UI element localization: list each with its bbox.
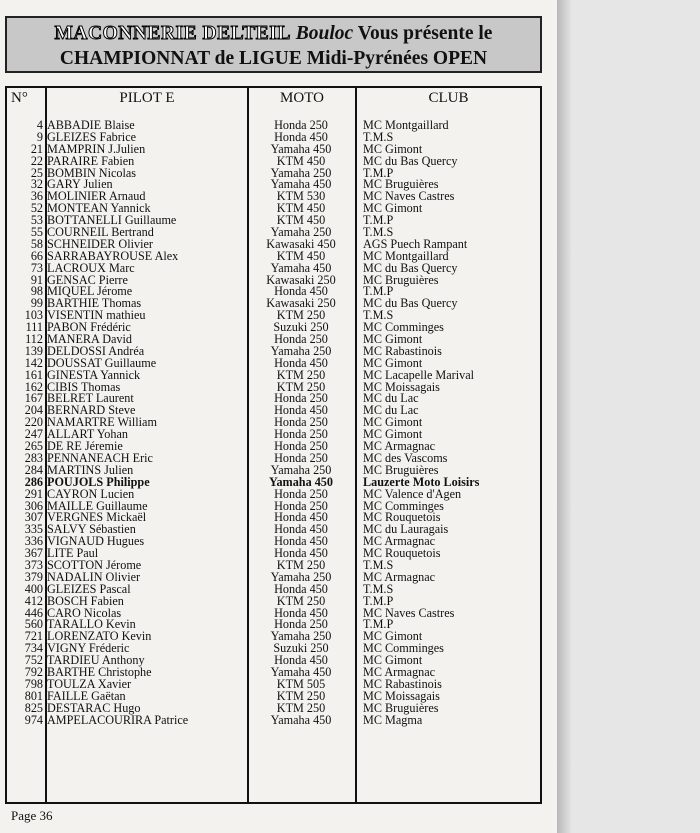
rider-club: T.M.P <box>363 284 394 299</box>
rider-bike: Honda 250 <box>274 486 328 501</box>
rider-name: CAYRON Lucien <box>47 486 135 501</box>
rider-name: PARAIRE Fabien <box>47 153 135 168</box>
rider-club: MC des Vascoms <box>363 450 448 465</box>
rider-number: 58 <box>30 236 43 251</box>
rider-club: MC Bruguières <box>363 700 439 715</box>
rider-club: MC Gimont <box>363 141 423 156</box>
rider-bike: Honda 450 <box>274 534 328 549</box>
rider-name: BARTHE Christophe <box>47 664 152 679</box>
table-row <box>7 571 540 583</box>
rider-bike: KTM 450 <box>276 213 326 228</box>
column-header-pilot: PILOT E <box>119 90 175 106</box>
rider-club: MC Gimont <box>363 355 423 370</box>
rider-bike: Yamaha 450 <box>270 260 332 275</box>
rider-bike: KTM 250 <box>276 700 326 715</box>
rider-club: T.M.S <box>363 308 394 323</box>
rider-club: MC Gimont <box>363 629 423 644</box>
rider-club: MC Gimont <box>363 427 423 442</box>
rider-name: TARALLO Kevin <box>47 617 136 632</box>
rider-club: MC Gimont <box>363 653 423 668</box>
rider-number: 373 <box>24 557 43 572</box>
rider-club: MC Armagnac <box>363 569 436 584</box>
rider-name: DELDOSSI Andréa <box>47 343 145 358</box>
rider-club: T.M.P <box>363 165 394 180</box>
rider-name: TOULZA Xavier <box>47 676 132 691</box>
rider-number: 367 <box>24 546 43 561</box>
table-row <box>7 702 540 714</box>
rider-name: MAILLE Guillaume <box>47 498 148 513</box>
rider-club: T.M.P <box>363 213 394 228</box>
rider-bike: Honda 450 <box>274 605 328 620</box>
rider-name: POUJOLS Philippe <box>47 474 150 489</box>
rider-bike: Yamaha 450 <box>269 474 333 489</box>
rider-number: 161 <box>24 367 43 382</box>
rider-number: 9 <box>36 129 43 144</box>
table-row <box>7 690 540 702</box>
rider-name: GARY Julien <box>47 177 113 192</box>
rider-bike: Honda 450 <box>274 522 328 537</box>
rider-bike: Yamaha 450 <box>270 712 332 727</box>
rider-number: 283 <box>24 450 43 465</box>
rider-name: BOTTANELLI Guillaume <box>47 213 177 228</box>
table-row <box>7 357 540 369</box>
rider-bike: Yamaha 250 <box>270 165 332 180</box>
rider-number: 734 <box>24 641 43 656</box>
rider-number: 52 <box>30 201 43 216</box>
table-row <box>7 155 540 167</box>
table-row <box>7 714 540 726</box>
rider-number: 53 <box>30 213 43 228</box>
rider-name: BOMBIN Nicolas <box>47 165 137 180</box>
rider-number: 412 <box>24 593 43 608</box>
table-row <box>7 583 540 595</box>
rider-bike: KTM 250 <box>276 557 326 572</box>
rider-number: 103 <box>24 308 43 323</box>
table-row <box>7 476 540 488</box>
rider-bike: Honda 450 <box>274 129 328 144</box>
rider-name: BERNARD Steve <box>47 403 136 418</box>
rider-bike: Honda 450 <box>274 403 328 418</box>
rider-name: LACROUX Marc <box>47 260 135 275</box>
rider-bike: KTM 450 <box>276 201 326 216</box>
rider-number: 291 <box>24 486 43 501</box>
rider-name: AMPELACOURIRA Patrice <box>47 712 189 727</box>
rider-number: 446 <box>24 605 43 620</box>
rider-name: COURNEIL Bertrand <box>47 225 154 240</box>
rider-bike: Honda 250 <box>274 498 328 513</box>
rider-club: MC Bruguières <box>363 462 439 477</box>
rider-club: MC Gimont <box>363 332 423 347</box>
rider-number: 792 <box>24 664 43 679</box>
rider-number: 22 <box>30 153 43 168</box>
rider-name: VIGNAUD Hugues <box>47 534 145 549</box>
rider-bike: KTM 450 <box>276 153 326 168</box>
rider-bike: Honda 250 <box>274 415 328 430</box>
rider-club: T.M.P <box>363 617 394 632</box>
rider-number: 379 <box>24 569 43 584</box>
rider-number: 139 <box>24 343 43 358</box>
rider-number: 142 <box>24 355 43 370</box>
rider-bike: Honda 250 <box>274 391 328 406</box>
rider-name: FAILLE Gaëtan <box>47 688 126 703</box>
rider-club: MC Valence d'Agen <box>363 486 462 501</box>
rider-name: LITE Paul <box>47 546 99 561</box>
table-row <box>7 131 540 143</box>
rider-number: 286 <box>24 474 43 489</box>
rider-bike: KTM 250 <box>276 308 326 323</box>
rider-number: 25 <box>30 165 43 180</box>
rider-club: T.M.S <box>363 129 394 144</box>
rider-number: 204 <box>24 403 43 418</box>
rider-number: 307 <box>24 510 43 525</box>
rider-bike: Yamaha 250 <box>270 462 332 477</box>
rider-club: MC Rabastinois <box>363 676 442 691</box>
rider-number: 336 <box>24 534 43 549</box>
rider-name: BOSCH Fabien <box>47 593 124 608</box>
rider-club: T.M.S <box>363 581 394 596</box>
rider-club: MC Naves Castres <box>363 189 455 204</box>
table-row <box>7 488 540 500</box>
rider-club: MC du Lac <box>363 403 419 418</box>
rider-club: MC Naves Castres <box>363 605 455 620</box>
table-row <box>7 369 540 381</box>
rider-number: 111 <box>25 320 43 335</box>
rider-club: MC du Bas Quercy <box>363 260 458 275</box>
rider-number: 721 <box>24 629 43 644</box>
advert-column <box>557 0 700 833</box>
rider-number: 798 <box>24 676 43 691</box>
rider-name: CIBIS Thomas <box>47 379 121 394</box>
rider-name: MANERA David <box>47 332 132 347</box>
rider-name: CARO Nicolas <box>47 605 122 620</box>
rider-bike: Honda 250 <box>274 617 328 632</box>
rider-club: MC Montgaillard <box>363 248 449 263</box>
rider-club: MC Moissagais <box>363 379 440 394</box>
rider-bike: Honda 250 <box>274 118 328 132</box>
rider-bike: Yamaha 250 <box>270 569 332 584</box>
rider-bike: Yamaha 450 <box>270 664 332 679</box>
rider-club: Lauzerte Moto Loisirs <box>363 474 480 489</box>
rider-number: 335 <box>24 522 43 537</box>
rider-number: 112 <box>25 332 43 347</box>
rider-bike: Honda 250 <box>274 332 328 347</box>
rider-name: LORENZATO Kevin <box>47 629 152 644</box>
rider-club: MC Moissagais <box>363 688 440 703</box>
rider-number: 91 <box>30 272 43 287</box>
rider-bike: Honda 450 <box>274 355 328 370</box>
rider-bike: KTM 250 <box>276 379 326 394</box>
rider-number: 265 <box>24 439 43 454</box>
header-presents: Vous présente le <box>357 23 493 44</box>
rider-bike: KTM 250 <box>276 593 326 608</box>
rider-name: NADALIN Olivier <box>47 569 141 584</box>
rider-bike: KTM 505 <box>276 676 326 691</box>
rider-name: ABBADIE Blaise <box>47 118 135 132</box>
rider-club: MC Bruguières <box>363 177 439 192</box>
table-row <box>7 250 540 262</box>
rider-club: MC Armagnac <box>363 534 436 549</box>
rider-bike: Honda 450 <box>274 653 328 668</box>
rider-club: MC du Bas Quercy <box>363 153 458 168</box>
rider-bike: Yamaha 450 <box>270 141 332 156</box>
rider-bike: Yamaha 450 <box>270 177 332 192</box>
rider-club: T.M.S <box>363 225 394 240</box>
header-line-1 <box>7 21 540 46</box>
table-row <box>7 238 540 250</box>
header-town: Bouloc <box>295 23 354 44</box>
rider-club: MC Comminges <box>363 641 444 656</box>
rider-number: 167 <box>24 391 43 406</box>
rider-club: MC Armagnac <box>363 664 436 679</box>
rider-name: PENNANEACH Eric <box>47 450 153 465</box>
rider-name: BELRET Laurent <box>47 391 134 406</box>
rider-bike: Kawasaki 250 <box>266 272 336 287</box>
rider-number: 825 <box>24 700 43 715</box>
entry-list-table <box>5 86 542 804</box>
rider-name: MIQUEL Jérome <box>47 284 133 299</box>
rider-bike: Honda 250 <box>274 450 328 465</box>
rider-bike: Kawasaki 250 <box>266 296 336 311</box>
rider-bike: KTM 450 <box>276 248 326 263</box>
rider-name: GENSAC Pierre <box>47 272 128 287</box>
rider-number: 247 <box>24 427 43 442</box>
column-header-club: CLUB <box>428 90 469 106</box>
rider-bike: Honda 250 <box>274 439 328 454</box>
rider-name: DESTARAC Hugo <box>47 700 141 715</box>
column-header-moto: MOTO <box>280 90 324 106</box>
rider-name: VERGNES Mickaël <box>47 510 147 525</box>
page-number: Page 36 <box>11 808 53 823</box>
rider-number: 306 <box>24 498 43 513</box>
table-row <box>7 262 540 274</box>
rider-name: TARDIEU Anthony <box>47 653 145 668</box>
rider-bike: Honda 450 <box>274 546 328 561</box>
rider-number: 55 <box>30 225 43 240</box>
rider-number: 400 <box>24 581 43 596</box>
rider-club: T.M.P <box>363 593 394 608</box>
rider-number: 73 <box>30 260 43 275</box>
rider-name: DE RE Jéremie <box>47 439 123 454</box>
rider-club: MC Magma <box>363 712 423 727</box>
rider-bike: Honda 450 <box>274 510 328 525</box>
rider-club: MC du Lauragais <box>363 522 449 537</box>
rider-club: MC Comminges <box>363 320 444 335</box>
rider-name: GLEIZES Pascal <box>47 581 131 596</box>
rider-bike: Yamaha 250 <box>270 343 332 358</box>
rider-bike: KTM 250 <box>276 367 326 382</box>
rider-name: ALLART Yohan <box>47 427 128 442</box>
rider-name: GLEIZES Fabrice <box>47 129 137 144</box>
rider-club: MC du Bas Quercy <box>363 296 458 311</box>
rider-club: MC Armagnac <box>363 439 436 454</box>
rider-bike: Suzuki 250 <box>273 641 329 656</box>
rider-name: BARTHIE Thomas <box>47 296 142 311</box>
rider-number: 284 <box>24 462 43 477</box>
rider-bike: Yamaha 250 <box>270 629 332 644</box>
rider-club: MC Comminges <box>363 498 444 513</box>
rider-number: 66 <box>30 248 43 263</box>
rider-name: GINESTA Yannick <box>47 367 141 382</box>
rider-name: MARTINS Julien <box>47 462 134 477</box>
rider-number: 98 <box>30 284 43 299</box>
rider-bike: KTM 250 <box>276 688 326 703</box>
rider-name: PABON Frédéric <box>47 320 131 335</box>
rider-name: VIGNY Fréderic <box>47 641 130 656</box>
rider-name: VISENTIN mathieu <box>47 308 146 323</box>
rider-club: MC Lacapelle Marival <box>363 367 474 382</box>
header-line-2: CHAMPIONNAT de LIGUE Midi-Pyrénées OPEN <box>59 48 488 69</box>
entry-rows <box>7 119 540 725</box>
rider-number: 36 <box>30 189 43 204</box>
page-header <box>5 16 542 73</box>
rider-club: MC Gimont <box>363 415 423 430</box>
rider-club: MC Bruguières <box>363 272 439 287</box>
rider-club: AGS Puech Rampant <box>363 236 468 251</box>
rider-name: MONTEAN Yannick <box>47 201 151 216</box>
rider-name: SARRABAYROUSE Alex <box>47 248 179 263</box>
rider-number: 752 <box>24 653 43 668</box>
rider-bike: Yamaha 250 <box>270 225 332 240</box>
rider-club: MC Rabastinois <box>363 343 442 358</box>
rider-name: SCOTTON Jérome <box>47 557 142 572</box>
rider-bike: Honda 450 <box>274 284 328 299</box>
rider-bike: Kawasaki 450 <box>266 236 336 251</box>
rider-number: 162 <box>24 379 43 394</box>
rider-number: 4 <box>36 118 43 132</box>
rider-number: 99 <box>30 296 43 311</box>
header-sponsor: MACONNERIE DELTEIL <box>54 23 291 44</box>
rider-club: MC du Lac <box>363 391 419 406</box>
rider-bike: Suzuki 250 <box>273 320 329 335</box>
page-gutter <box>557 0 571 833</box>
table-row <box>7 678 540 690</box>
rider-number: 220 <box>24 415 43 430</box>
rider-name: SCHNEIDER Olivier <box>47 236 153 251</box>
rider-number: 974 <box>24 712 43 727</box>
rider-club: MC Rouquetois <box>363 510 441 525</box>
rider-name: MOLINIER Arnaud <box>47 189 146 204</box>
rider-club: T.M.S <box>363 557 394 572</box>
rider-club: MC Rouquetois <box>363 546 441 561</box>
rider-bike: Honda 250 <box>274 427 328 442</box>
rider-name: MAMPRIN J.Julien <box>47 141 146 156</box>
table-row <box>7 464 540 476</box>
rider-bike: Honda 450 <box>274 581 328 596</box>
rider-name: SALVY Sébastien <box>47 522 136 537</box>
rider-number: 32 <box>30 177 43 192</box>
rider-name: NAMARTRE William <box>47 415 157 430</box>
rider-number: 801 <box>24 688 43 703</box>
rider-club: MC Montgaillard <box>363 118 449 132</box>
table-row <box>7 143 540 155</box>
rider-number: 560 <box>24 617 43 632</box>
rider-name: DOUSSAT Guillaume <box>47 355 157 370</box>
rider-bike: KTM 530 <box>276 189 326 204</box>
rider-club: MC Gimont <box>363 201 423 216</box>
column-header-num: N° <box>11 90 28 106</box>
rider-number: 21 <box>30 141 43 156</box>
table-row <box>7 595 540 607</box>
